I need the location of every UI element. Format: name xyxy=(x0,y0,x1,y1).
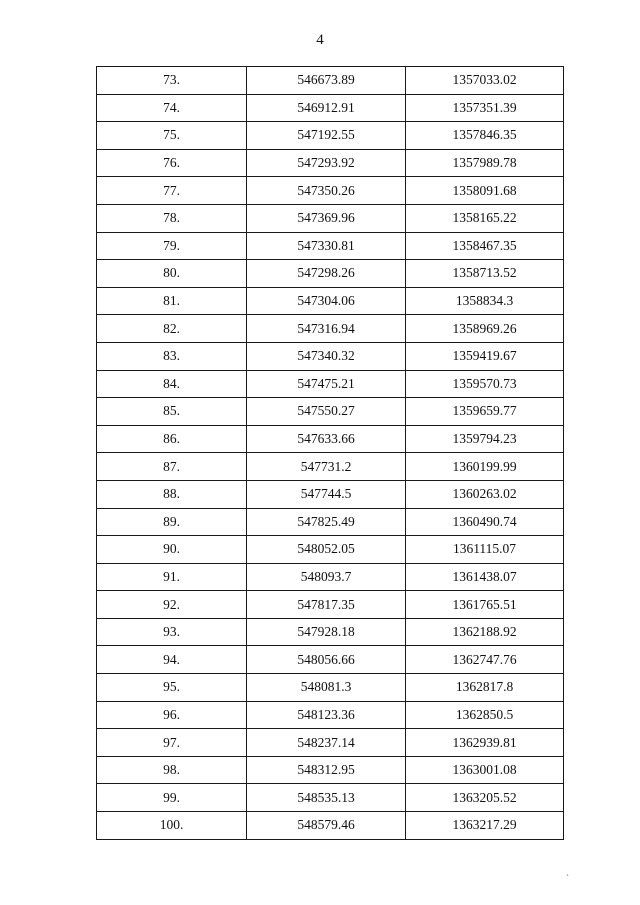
x-coordinate-cell: 547304.06 xyxy=(247,287,406,315)
x-coordinate-cell: 547550.27 xyxy=(247,398,406,426)
y-coordinate-cell: 1357351.39 xyxy=(406,94,564,122)
x-coordinate-cell: 548579.46 xyxy=(247,812,406,840)
point-number-cell: 80. xyxy=(97,260,247,288)
table-row xyxy=(97,618,564,646)
table-row xyxy=(97,398,564,426)
y-coordinate-cell: 1361765.51 xyxy=(406,591,564,619)
y-coordinate-cell: 1358969.26 xyxy=(406,315,564,343)
table-row xyxy=(97,122,564,150)
y-coordinate-cell: 1362188.92 xyxy=(406,618,564,646)
y-coordinate-cell: 1363205.52 xyxy=(406,784,564,812)
point-number-cell: 74. xyxy=(97,94,247,122)
point-number-cell: 77. xyxy=(97,177,247,205)
table-row xyxy=(97,674,564,702)
point-number-cell: 93. xyxy=(97,618,247,646)
x-coordinate-cell: 547928.18 xyxy=(247,618,406,646)
table-row xyxy=(97,260,564,288)
x-coordinate-cell: 547340.32 xyxy=(247,342,406,370)
y-coordinate-cell: 1358165.22 xyxy=(406,204,564,232)
table-row xyxy=(97,591,564,619)
table-row xyxy=(97,149,564,177)
y-coordinate-cell: 1358091.68 xyxy=(406,177,564,205)
y-coordinate-cell: 1357846.35 xyxy=(406,122,564,150)
y-coordinate-cell: 1358834.3 xyxy=(406,287,564,315)
point-number-cell: 91. xyxy=(97,563,247,591)
table-row xyxy=(97,453,564,481)
table-row xyxy=(97,536,564,564)
x-coordinate-cell: 548052.05 xyxy=(247,536,406,564)
y-coordinate-cell: 1360263.02 xyxy=(406,480,564,508)
y-coordinate-cell: 1359794.23 xyxy=(406,425,564,453)
table-row xyxy=(97,756,564,784)
point-number-cell: 99. xyxy=(97,784,247,812)
y-coordinate-cell: 1358713.52 xyxy=(406,260,564,288)
x-coordinate-cell: 548056.66 xyxy=(247,646,406,674)
table-row xyxy=(97,315,564,343)
x-coordinate-cell: 548535.13 xyxy=(247,784,406,812)
x-coordinate-cell: 547475.21 xyxy=(247,370,406,398)
y-coordinate-cell: 1360199.99 xyxy=(406,453,564,481)
point-number-cell: 92. xyxy=(97,591,247,619)
table-row xyxy=(97,342,564,370)
x-coordinate-cell: 548237.14 xyxy=(247,729,406,757)
x-coordinate-cell: 547350.26 xyxy=(247,177,406,205)
point-number-cell: 76. xyxy=(97,149,247,177)
y-coordinate-cell: 1359570.73 xyxy=(406,370,564,398)
x-coordinate-cell: 548081.3 xyxy=(247,674,406,702)
x-coordinate-cell: 547731.2 xyxy=(247,453,406,481)
y-coordinate-cell: 1357989.78 xyxy=(406,149,564,177)
x-coordinate-cell: 547633.66 xyxy=(247,425,406,453)
coordinates-table xyxy=(96,66,564,840)
y-coordinate-cell: 1362747.76 xyxy=(406,646,564,674)
table-row xyxy=(97,425,564,453)
point-number-cell: 98. xyxy=(97,756,247,784)
table-row xyxy=(97,729,564,757)
y-coordinate-cell: 1363217.29 xyxy=(406,812,564,840)
point-number-cell: 94. xyxy=(97,646,247,674)
x-coordinate-cell: 546912.91 xyxy=(247,94,406,122)
table-row xyxy=(97,812,564,840)
y-coordinate-cell: 1357033.02 xyxy=(406,67,564,95)
point-number-cell: 95. xyxy=(97,674,247,702)
point-number-cell: 79. xyxy=(97,232,247,260)
point-number-cell: 96. xyxy=(97,701,247,729)
table-row xyxy=(97,646,564,674)
table-row xyxy=(97,94,564,122)
y-coordinate-cell: 1363001.08 xyxy=(406,756,564,784)
point-number-cell: 75. xyxy=(97,122,247,150)
table-row xyxy=(97,370,564,398)
x-coordinate-cell: 547316.94 xyxy=(247,315,406,343)
table-row xyxy=(97,204,564,232)
point-number-cell: 86. xyxy=(97,425,247,453)
point-number-cell: 83. xyxy=(97,342,247,370)
point-number-cell: 73. xyxy=(97,67,247,95)
table-row xyxy=(97,67,564,95)
y-coordinate-cell: 1358467.35 xyxy=(406,232,564,260)
table-row xyxy=(97,177,564,205)
x-coordinate-cell: 547298.26 xyxy=(247,260,406,288)
x-coordinate-cell: 547825.49 xyxy=(247,508,406,536)
y-coordinate-cell: 1359659.77 xyxy=(406,398,564,426)
x-coordinate-cell: 546673.89 xyxy=(247,67,406,95)
point-number-cell: 87. xyxy=(97,453,247,481)
point-number-cell: 82. xyxy=(97,315,247,343)
point-number-cell: 90. xyxy=(97,536,247,564)
x-coordinate-cell: 548093.7 xyxy=(247,563,406,591)
table-row xyxy=(97,287,564,315)
y-coordinate-cell: 1361115.07 xyxy=(406,536,564,564)
y-coordinate-cell: 1362817.8 xyxy=(406,674,564,702)
y-coordinate-cell: 1360490.74 xyxy=(406,508,564,536)
x-coordinate-cell: 547330.81 xyxy=(247,232,406,260)
point-number-cell: 81. xyxy=(97,287,247,315)
x-coordinate-cell: 548312.95 xyxy=(247,756,406,784)
point-number-cell: 84. xyxy=(97,370,247,398)
x-coordinate-cell: 547369.96 xyxy=(247,204,406,232)
x-coordinate-cell: 548123.36 xyxy=(247,701,406,729)
x-coordinate-cell: 547192.55 xyxy=(247,122,406,150)
point-number-cell: 85. xyxy=(97,398,247,426)
y-coordinate-cell: 1362850.5 xyxy=(406,701,564,729)
table-row xyxy=(97,701,564,729)
table-row xyxy=(97,784,564,812)
page-number: 4 xyxy=(316,32,324,48)
table-row xyxy=(97,480,564,508)
table-row xyxy=(97,563,564,591)
point-number-cell: 89. xyxy=(97,508,247,536)
point-number-cell: 97. xyxy=(97,729,247,757)
x-coordinate-cell: 547744.5 xyxy=(247,480,406,508)
table-row xyxy=(97,232,564,260)
x-coordinate-cell: 547817.35 xyxy=(247,591,406,619)
table-row xyxy=(97,508,564,536)
y-coordinate-cell: 1361438.07 xyxy=(406,563,564,591)
table-body xyxy=(97,67,564,840)
scan-mark: ˎ xyxy=(566,866,569,876)
point-number-cell: 100. xyxy=(97,812,247,840)
x-coordinate-cell: 547293.92 xyxy=(247,149,406,177)
point-number-cell: 88. xyxy=(97,480,247,508)
y-coordinate-cell: 1359419.67 xyxy=(406,342,564,370)
point-number-cell: 78. xyxy=(97,204,247,232)
y-coordinate-cell: 1362939.81 xyxy=(406,729,564,757)
